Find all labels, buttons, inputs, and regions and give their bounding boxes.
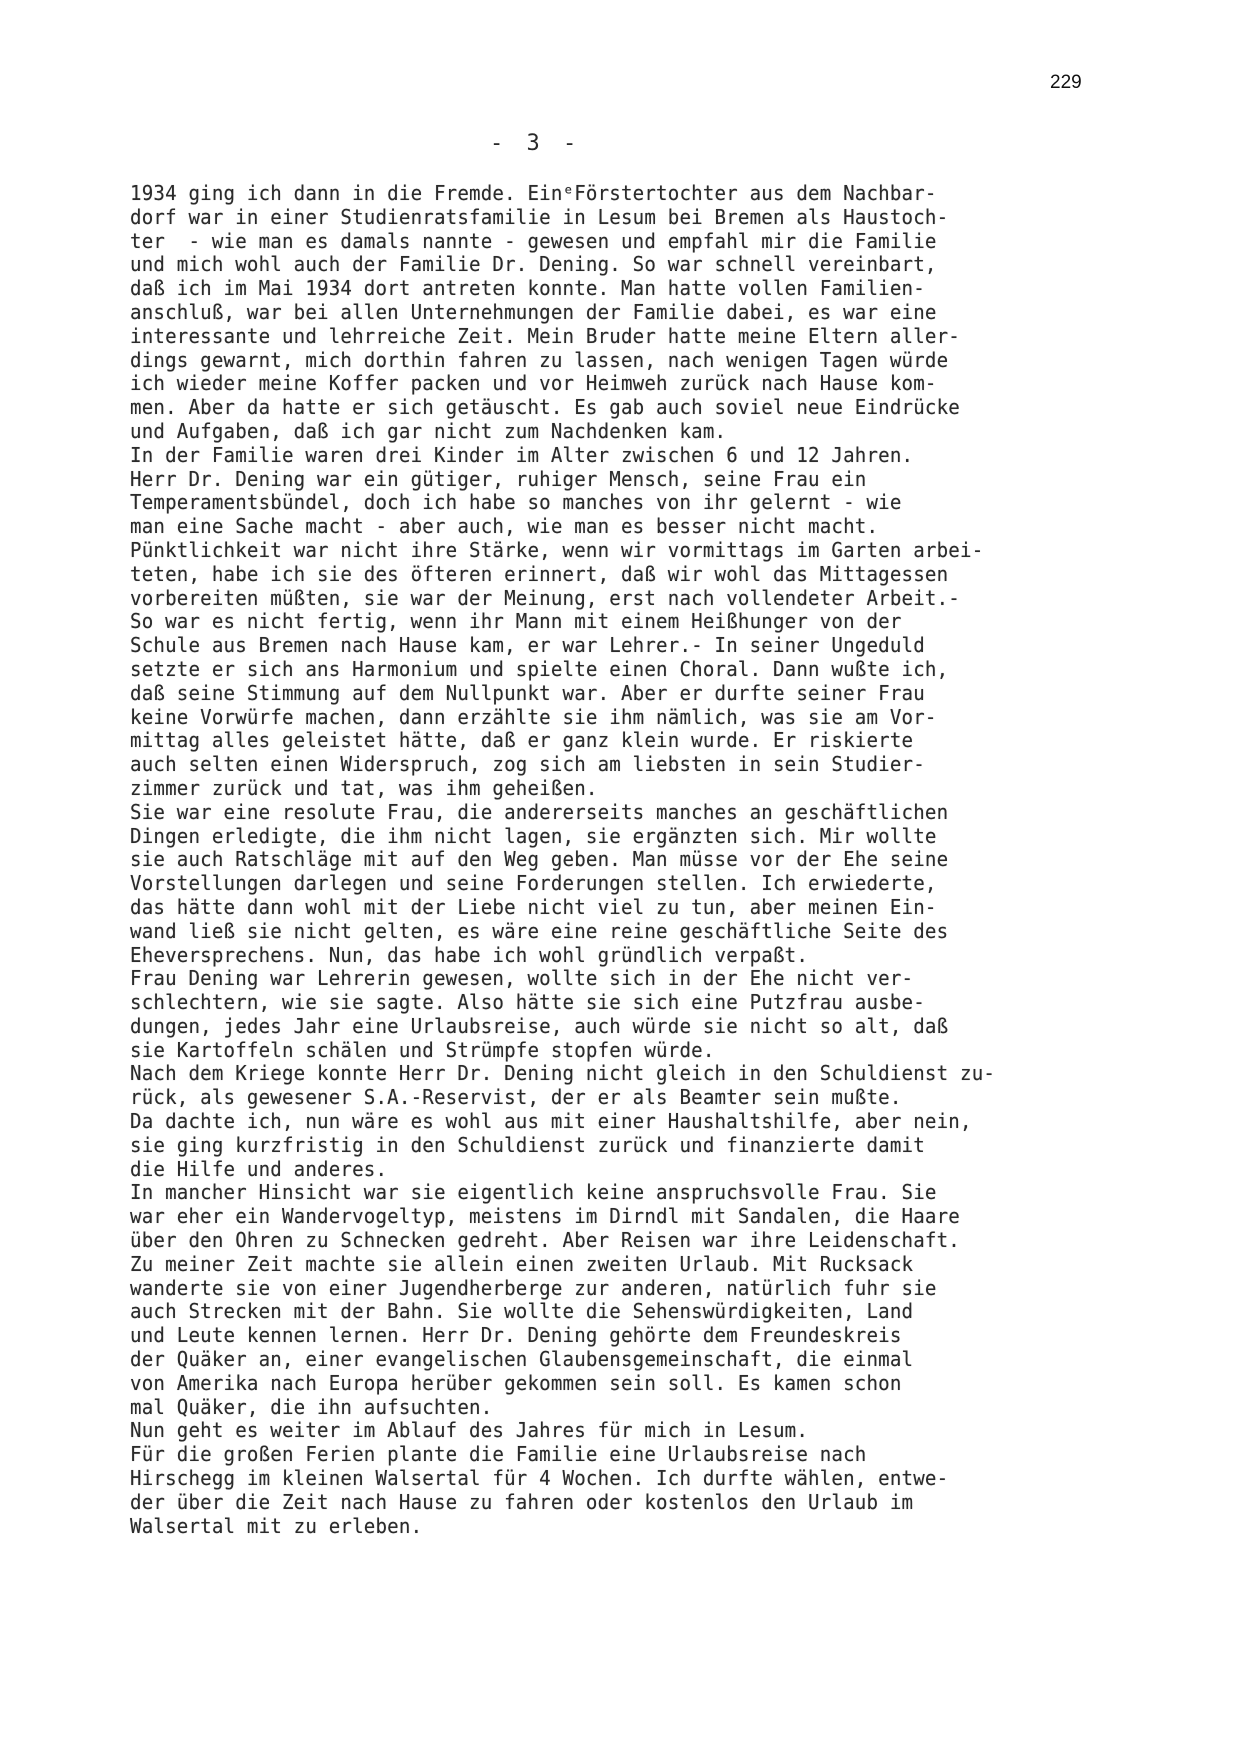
typed-page-number: - 3 -: [490, 131, 582, 156]
typed-line: men. Aber da hatte er sich getäuscht. Es gab auch soviel neue Eindrücke: [130, 395, 961, 420]
typed-line: setzte er sich ans Harmonium und spielte einen Choral. Dann wußte ich,: [130, 656, 949, 681]
typed-line: und mich wohl auch der Familie Dr. Dening. So war schnell vereinbart,: [130, 252, 937, 277]
typed-line: über den Ohren zu Schnecken gedreht. Aber Reisen war ihre Leidenschaft.: [130, 1228, 961, 1253]
typed-line: anschluß, war bei allen Unternehmungen der Familie dabei, es war eine: [130, 299, 937, 324]
typed-line: das hätte dann wohl mit der Liebe nicht viel zu tun, aber meinen Ein-: [130, 894, 937, 919]
typed-line: vorbereiten müßten, sie war der Meinung, erst nach vollendeter Arbeit.-: [130, 585, 961, 610]
typed-line: und Leute kennen lernen. Herr Dr. Dening gehörte dem Freundeskreis: [130, 1323, 902, 1348]
typed-line: In mancher Hinsicht war sie eigentlich keine anspruchsvolle Frau. Sie: [130, 1180, 937, 1205]
typed-line: Temperamentsbündel, doch ich habe so manches von ihr gelernt - wie: [130, 490, 902, 515]
typed-line: und Aufgaben, daß ich gar nicht zum Nachdenken kam.: [130, 418, 727, 443]
typed-line: Vorstellungen darlegen und seine Forderungen stellen. Ich erwiederte,: [130, 871, 937, 896]
typed-line: In der Familie waren drei Kinder im Alter zwischen 6 und 12 Jahren.: [130, 442, 914, 467]
typed-line: Nun geht es weiter im Ablauf des Jahres für mich in Lesum.: [130, 1418, 809, 1443]
typed-line: Sie war eine resolute Frau, die andererseits manches an geschäftlichen: [130, 799, 949, 824]
typed-line: der Quäker an, einer evangelischen Glaubensgemeinschaft, die einmal: [130, 1347, 914, 1372]
typed-line: ich wieder meine Koffer packen und vor Heimweh zurück nach Hause kom-: [130, 371, 937, 396]
typed-line: man eine Sache macht - aber auch, wie man es besser nicht macht.: [130, 514, 879, 539]
typed-line: von Amerika nach Europa herüber gekommen sein soll. Es kamen schon: [130, 1370, 902, 1395]
typed-line: sie Kartoffeln schälen und Strümpfe stopfen würde.: [130, 1037, 715, 1062]
typed-line: dorf war in einer Studienratsfamilie in Lesum bei Bremen als Haustoch-: [130, 204, 949, 229]
archive-page-number: 229: [1050, 72, 1082, 93]
typed-line: mittag alles geleistet hätte, daß er ganz klein wurde. Er riskierte: [130, 728, 914, 753]
typed-line: dungen, jedes Jahr eine Urlaubsreise, auch würde sie nicht so alt, daß: [130, 1013, 949, 1038]
typed-line: Dingen erledigte, die ihm nicht lagen, sie ergänzten sich. Mir wollte: [130, 823, 937, 848]
typed-line: dings gewarnt, mich dorthin fahren zu lassen, nach wenigen Tagen würde: [130, 347, 949, 372]
typed-line: wanderte sie von einer Jugendherberge zur anderen, natürlich fuhr sie: [130, 1275, 937, 1300]
typed-line: sie ging kurzfristig in den Schuldienst zurück und finanzierte damit: [130, 1132, 925, 1157]
typed-line: Walsertal mit zu erleben.: [130, 1513, 423, 1538]
typed-line: Da dachte ich, nun wäre es wohl aus mit einer Haushaltshilfe, aber nein,: [130, 1109, 972, 1134]
typescript-body: [130, 182, 1160, 1538]
typed-line: teten, habe ich sie des öfteren erinnert, daß wir wohl das Mittagessen: [130, 561, 949, 586]
typed-line: 1934 ging ich dann in die Fremde. EinᵉFörstertochter aus dem Nachbar-: [130, 181, 937, 205]
typed-line: die Hilfe und anderes.: [130, 1156, 388, 1181]
typed-line: der über die Zeit nach Hause zu fahren oder kostenlos den Urlaub im: [130, 1489, 914, 1514]
typed-line: Eheversprechens. Nun, das habe ich wohl gründlich verpaßt.: [130, 942, 809, 967]
typed-line: Pünktlichkeit war nicht ihre Stärke, wenn wir vormittags im Garten arbei-: [130, 537, 984, 562]
typed-line: sie auch Ratschläge mit auf den Weg geben. Man müsse vor der Ehe seine: [130, 847, 949, 872]
typed-line: Für die großen Ferien plante die Familie eine Urlaubsreise nach: [130, 1442, 867, 1467]
typed-line: ter - wie man es damals nannte - gewesen und empfahl mir die Familie: [130, 228, 937, 253]
typed-line: war eher ein Wandervogeltyp, meistens im Dirndl mit Sandalen, die Haare: [130, 1204, 961, 1229]
typed-line: daß ich im Mai 1934 dort antreten konnte. Man hatte vollen Familien-: [130, 276, 925, 301]
typed-line: Herr Dr. Dening war ein gütiger, ruhiger Mensch, seine Frau ein: [130, 466, 867, 491]
typed-line: auch Strecken mit der Bahn. Sie wollte die Sehenswürdigkeiten, Land: [130, 1299, 914, 1324]
typed-line: auch selten einen Widerspruch, zog sich am liebsten in sein Studier-: [130, 752, 925, 777]
typed-line: rück, als gewesener S.A.-Reservist, der er als Beamter sein mußte.: [130, 1085, 902, 1110]
typed-line: schlechtern, wie sie sagte. Also hätte sie sich eine Putzfrau ausbe-: [130, 990, 925, 1015]
typed-line: interessante und lehrreiche Zeit. Mein Bruder hatte meine Eltern aller-: [130, 323, 961, 348]
typed-line: Frau Dening war Lehrerin gewesen, wollte sich in der Ehe nicht ver-: [130, 966, 914, 991]
typed-line: Zu meiner Zeit machte sie allein einen zweiten Urlaub. Mit Rucksack: [130, 1251, 914, 1276]
typed-line: keine Vorwürfe machen, dann erzählte sie ihm nämlich, was sie am Vor-: [130, 704, 937, 729]
typed-line: Schule aus Bremen nach Hause kam, er war Lehrer.- In seiner Ungeduld: [130, 633, 925, 658]
typed-line: Hirschegg im kleinen Walsertal für 4 Wochen. Ich durfte wählen, entwe-: [130, 1466, 949, 1491]
typed-line: mal Quäker, die ihn aufsuchten.: [130, 1394, 493, 1419]
typed-line: wand ließ sie nicht gelten, es wäre eine reine geschäftliche Seite des: [130, 918, 949, 943]
typed-line: Nach dem Kriege konnte Herr Dr. Dening nicht gleich in den Schuldienst zu-: [130, 1061, 996, 1086]
typed-line: daß seine Stimmung auf dem Nullpunkt war. Aber er durfte seiner Frau: [130, 680, 925, 705]
typed-line: So war es nicht fertig, wenn ihr Mann mit einem Heißhunger von der: [130, 609, 902, 634]
typed-line: zimmer zurück und tat, was ihm geheißen.: [130, 775, 598, 800]
